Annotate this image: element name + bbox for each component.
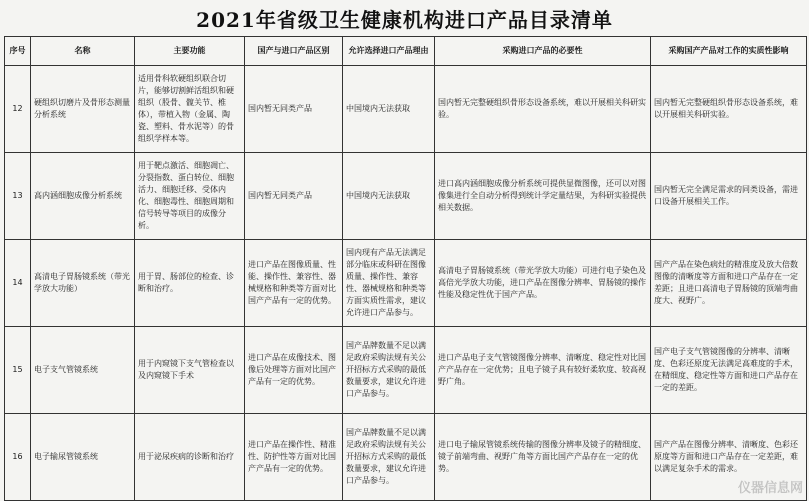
cell-reason: 中国境内无法获取 xyxy=(343,153,435,240)
cell-no: 15 xyxy=(5,327,31,414)
cell-function: 用于泌尿疾病的诊断和治疗 xyxy=(135,414,245,501)
cell-no: 12 xyxy=(5,66,31,153)
watermark-logo: 仪器信息网 xyxy=(737,481,803,496)
document-title: 2021年省级卫生健康机构进口产品目录清单 xyxy=(196,8,613,32)
cell-no: 16 xyxy=(5,414,31,501)
header-necessity: 采购进口产品的必要性 xyxy=(435,37,651,66)
table-header-row xyxy=(5,37,807,66)
cell-impact: 国产产品在图像分辨率、清晰度、色彩还原度等方面和进口产品存在一定差距，难以满足复杂手术的需求。 xyxy=(651,414,807,501)
cell-difference: 进口产品在成像技术、图像后处理等方面对比国产产品有一定的优势。 xyxy=(245,327,343,414)
table-row xyxy=(5,327,807,414)
table-row xyxy=(5,414,807,501)
product-catalog-table xyxy=(4,36,807,501)
cell-function: 用于胃、肠部位的检查、诊断和治疗。 xyxy=(135,240,245,327)
header-no: 序号 xyxy=(5,37,31,66)
cell-impact: 国产产品在染色病灶的精准度及放大倍数图像的清晰度等方面和进口产品存在一定差距；且进口高清电子胃肠镜的顶端弯曲度大、视野广。 xyxy=(651,240,807,327)
cell-no: 14 xyxy=(5,240,31,327)
cell-reason: 国产品牌数量不足以满足政府采购法规有关公开招标方式采购的最低数量要求，建议允许进口产品参与。 xyxy=(343,414,435,501)
header-function: 主要功能 xyxy=(135,37,245,66)
cell-function: 用于靶点激活、细胞凋亡、分裂指数、蛋白转位、细胞活力、细胞迁移、受体内化、细胞毒性、细胞周期和信号转导等项目的成像分析。 xyxy=(135,153,245,240)
cell-necessity: 国内暂无完整硬组织骨形态设备系统，难以开展相关科研实验。 xyxy=(435,66,651,153)
table-row xyxy=(5,153,807,240)
cell-no: 13 xyxy=(5,153,31,240)
header-difference: 国产与进口产品区别 xyxy=(245,37,343,66)
cell-function: 用于内窥镜下支气管检查以及内窥镜下手术 xyxy=(135,327,245,414)
header-name: 名称 xyxy=(31,37,135,66)
cell-name: 电子支气管镜系统 xyxy=(31,327,135,414)
cell-necessity: 进口高内涵细胞成像分析系统可提供显微图像，还可以对图像集进行全自动分析得到统计学定量结果，为科研实验提供相关数据。 xyxy=(435,153,651,240)
cell-impact: 国内暂无完整硬组织骨形态设备系统，难以开展相关科研实验。 xyxy=(651,66,807,153)
cell-necessity: 高清电子胃肠镜系统（带光学放大功能）可进行电子染色及高倍光学放大功能，进口产品在图像分辨率、胃肠镜的操作性能及稳定性优于国产产品。 xyxy=(435,240,651,327)
cell-function: 适用骨科软硬组织联合切片，能够切割鲜活组织和硬组织（股骨、髋关节、椎体），带植入物（金属、陶瓷、塑料、骨水泥等）的骨组织学样本等。 xyxy=(135,66,245,153)
cell-name: 硬组织切磨片及骨形态测量分析系统 xyxy=(31,66,135,153)
cell-impact: 国内暂无完全满足需求的同类设备，需进口设备开展相关工作。 xyxy=(651,153,807,240)
cell-name: 高内涵细胞成像分析系统 xyxy=(31,153,135,240)
cell-name: 电子输尿管镜系统 xyxy=(31,414,135,501)
cell-difference: 进口产品在图像质量、性能、操作性、兼容性、器械规格和种类等方面对比国产产品有一定的优势。 xyxy=(245,240,343,327)
cell-impact: 国产电子支气管镜图像的分辨率、清晰度、色彩还原度无法满足高难度的手术，在精细度、稳定性等方面和进口产品存在一定的差距。 xyxy=(651,327,807,414)
cell-necessity: 进口电子输尿管镜系统传输的图像分辨率及镜子的精细度、镜子前端弯曲、视野广角等方面比国产产品存在一定的优势。 xyxy=(435,414,651,501)
cell-difference: 国内暂无同类产品 xyxy=(245,153,343,240)
table-row xyxy=(5,66,807,153)
cell-reason: 中国境内无法获取 xyxy=(343,66,435,153)
cell-difference: 国内暂无同类产品 xyxy=(245,66,343,153)
header-reason: 允许选择进口产品理由 xyxy=(343,37,435,66)
header-impact: 采购国产产品对工作的实质性影响 xyxy=(651,37,807,66)
table-row xyxy=(5,240,807,327)
cell-name: 高清电子胃肠镜系统（带光学放大功能） xyxy=(31,240,135,327)
cell-difference: 进口产品在操作性、精准性、防护性等方面对比国产产品有一定的优势。 xyxy=(245,414,343,501)
cell-reason: 国内现有产品无法满足部分临床或科研在图像质量、操作性、兼容性、器械规格和种类等方面实质性需求，建议允许进口产品参与。 xyxy=(343,240,435,327)
cell-reason: 国产品牌数量不足以满足政府采购法规有关公开招标方式采购的最低数量要求，建议允许进口产品参与。 xyxy=(343,327,435,414)
cell-necessity: 进口产品电子支气管镜图像分辨率、清晰度、稳定性对比国产产品存在一定优势；且电子镜子具有较好柔软度、较高视野广角。 xyxy=(435,327,651,414)
